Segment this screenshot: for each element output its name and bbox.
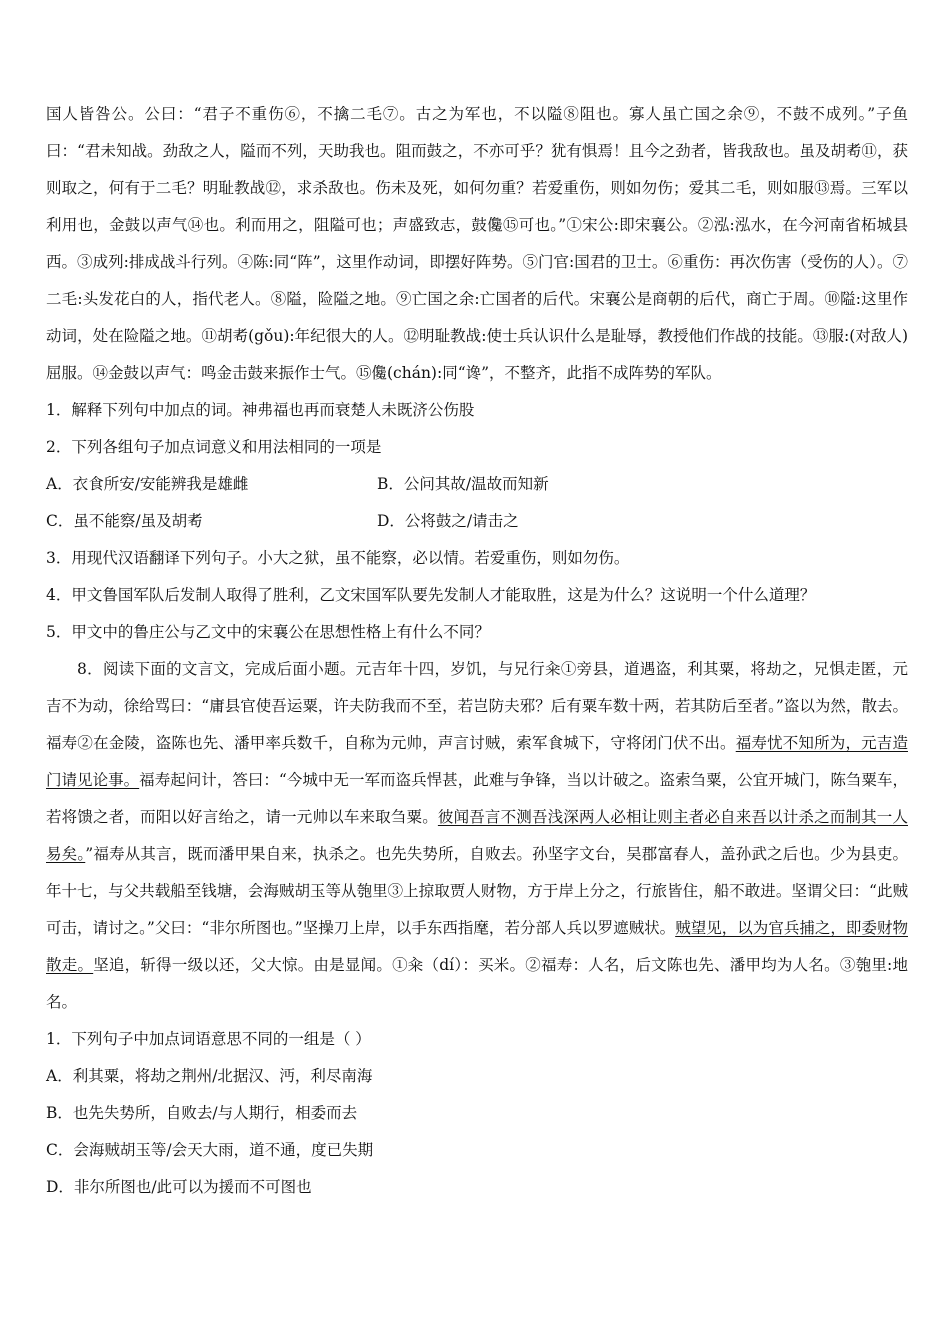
q7-1: 1．解释下列句中加点的词。神弗福也再而衰楚人未既济公伤股: [46, 401, 475, 419]
q7-2-options-row-2: [46, 503, 908, 540]
q8-1-option-a: A．利其粟，将劫之荆州/北据汉、沔，利尽南海: [46, 1067, 373, 1085]
passage-8-seg3: ”福寿从其言，既而潘甲果自来，执杀之。也先失势所，自败去。孙坚字文台，吴郡富春人，盖孙武之后也。少为县吏。年十七，与父共载船至钱塘，会海贼胡玉等从匏里③上掠取贾人财物，方于岸上分之，行旅皆住，船不敢进。坚谓父曰：“此贼可击，请讨之。”父曰：“非尔所图也。”坚操刀上岸，以手东西指麾，若分部人兵以罗遮贼状。: [46, 845, 908, 937]
passage-8-seg4: 坚追，斩得一级以还，父大惊。由是显闻。①籴（dí）：买米。②福寿：人名，后文陈也先、潘甲均为人名。③匏里:地名。: [46, 956, 908, 1011]
q7-2-option-a: A．衣食所安/安能辨我是雄雌: [46, 475, 249, 493]
q7-2: 2．下列各组句子加点词意义和用法相同的一项是: [46, 438, 382, 456]
q8-1: 1．下列句子中加点词语意思不同的一组是（ ）: [46, 1030, 371, 1048]
passage-8-seg2: 福寿起问计，答曰：“今城中无一军而盗兵悍甚，此难与争锋，当以计破之。盗索刍粟，公宜开城门，陈刍粟车，若将馈之者，而阳以好言绐之，请一元帅以车来取刍粟。: [46, 771, 908, 826]
q7-2-option-d: D．公将鼓之/请击之: [377, 512, 519, 530]
q7-2-option-c: C．虽不能察/虽及胡耇: [46, 512, 203, 530]
q7-2-options-row-1: [46, 466, 908, 503]
passage-8-text: [46, 651, 908, 1021]
q7-4: 4．甲文鲁国军队后发制人取得了胜利，乙文宋国军队要先发制人才能取胜，这是为什么？这说明一个什么道理？: [46, 586, 816, 604]
underlined-sentence-2: 彼闻吾言不测吾浅深两人必相让则主者必自来吾以计杀之而制其一人易矣。: [46, 808, 908, 863]
underlined-sentence-1: 福寿忧不知所为，元吉造门请见论事。: [46, 734, 908, 789]
q8-1-option-c: C．会海贼胡玉等/会天大雨，道不通，度已失期: [46, 1141, 374, 1159]
passage-b-text: 国人皆咎公。公曰：“君子不重伤⑥，不擒二毛⑦。古之为军也，不以隘⑧阻也。寡人虽亡国之余⑨，不鼓不成列。”子鱼曰：“君未知战。劲敌之人，隘而不列，天助我也。阻而鼓之，不亦可乎？犹有惧焉！且今之劲者，皆我敌也。虽及胡耇⑪，获则取之，何有于二毛？明耻教战⑫，求杀敌也。伤未及死，如何勿重？若爱重伤，则如勿伤；爱其二毛，则如服⑬焉。三军以利用也，金鼓以声气⑭也。利而用之，阻隘可也；声盛致志，鼓儳⑮可也。”①宋公:即宋襄公。②泓:泓水，在今河南省柘城县西。③成列:排成战斗行列。④陈:同“阵”，这里作动词，即摆好阵势。⑤门官:国君的卫士。⑥重伤：再次伤害（受伤的人）。⑦二毛:头发花白的人，指代老人。⑧隘，险隘之地。⑨亡国之余:亡国者的后代。宋襄公是商朝的后代，商亡于周。⑩隘:这里作动词，处在险隘之地。⑪胡耇(gǒu):年纪很大的人。⑫明耻教战:使士兵认识什么是耻辱，教授他们作战的技能。⑬服:(对敌人)屈服。⑭金鼓以声气：鸣金击鼓来振作士气。⑮儳(chán):同“谗”，不整齐，此指不成阵势的军队。: [46, 105, 908, 382]
q7-5: 5．甲文中的鲁庄公与乙文中的宋襄公在思想性格上有什么不同？: [46, 623, 490, 641]
underlined-sentence-3: 贼望见，以为官兵捕之，即委财物散走。: [46, 919, 908, 974]
q7-3: 3．用现代汉语翻译下列句子。小大之狱，虽不能察，必以情。若爱重伤，则如勿伤。: [46, 549, 630, 567]
q8-1-option-d: D．非尔所图也/此可以为援而不可图也: [46, 1178, 312, 1196]
q7-2-option-b: B．公问其故/温故而知新: [377, 475, 549, 493]
passage-8-seg1: 8．阅读下面的文言文，完成后面小题。元吉年十四，岁饥，与兄行籴①旁县，道遇盗，利其粟，将劫之，兄惧走匿，元吉不为动，徐给骂曰：“庸县官使吾运粟，许夫防我而不至，若岂防夫邪？后有粟车数十两，若其防后至者。”盗以为然，散去。福寿②在金陵，盗陈也先、潘甲率兵数千，自称为元帅，声言讨贼，索军食城下，守将闭门伏不出。: [46, 660, 908, 752]
document-page: [46, 96, 908, 1206]
q8-1-option-b: B．也先失势所，自败去/与人期行，相委而去: [46, 1104, 358, 1122]
